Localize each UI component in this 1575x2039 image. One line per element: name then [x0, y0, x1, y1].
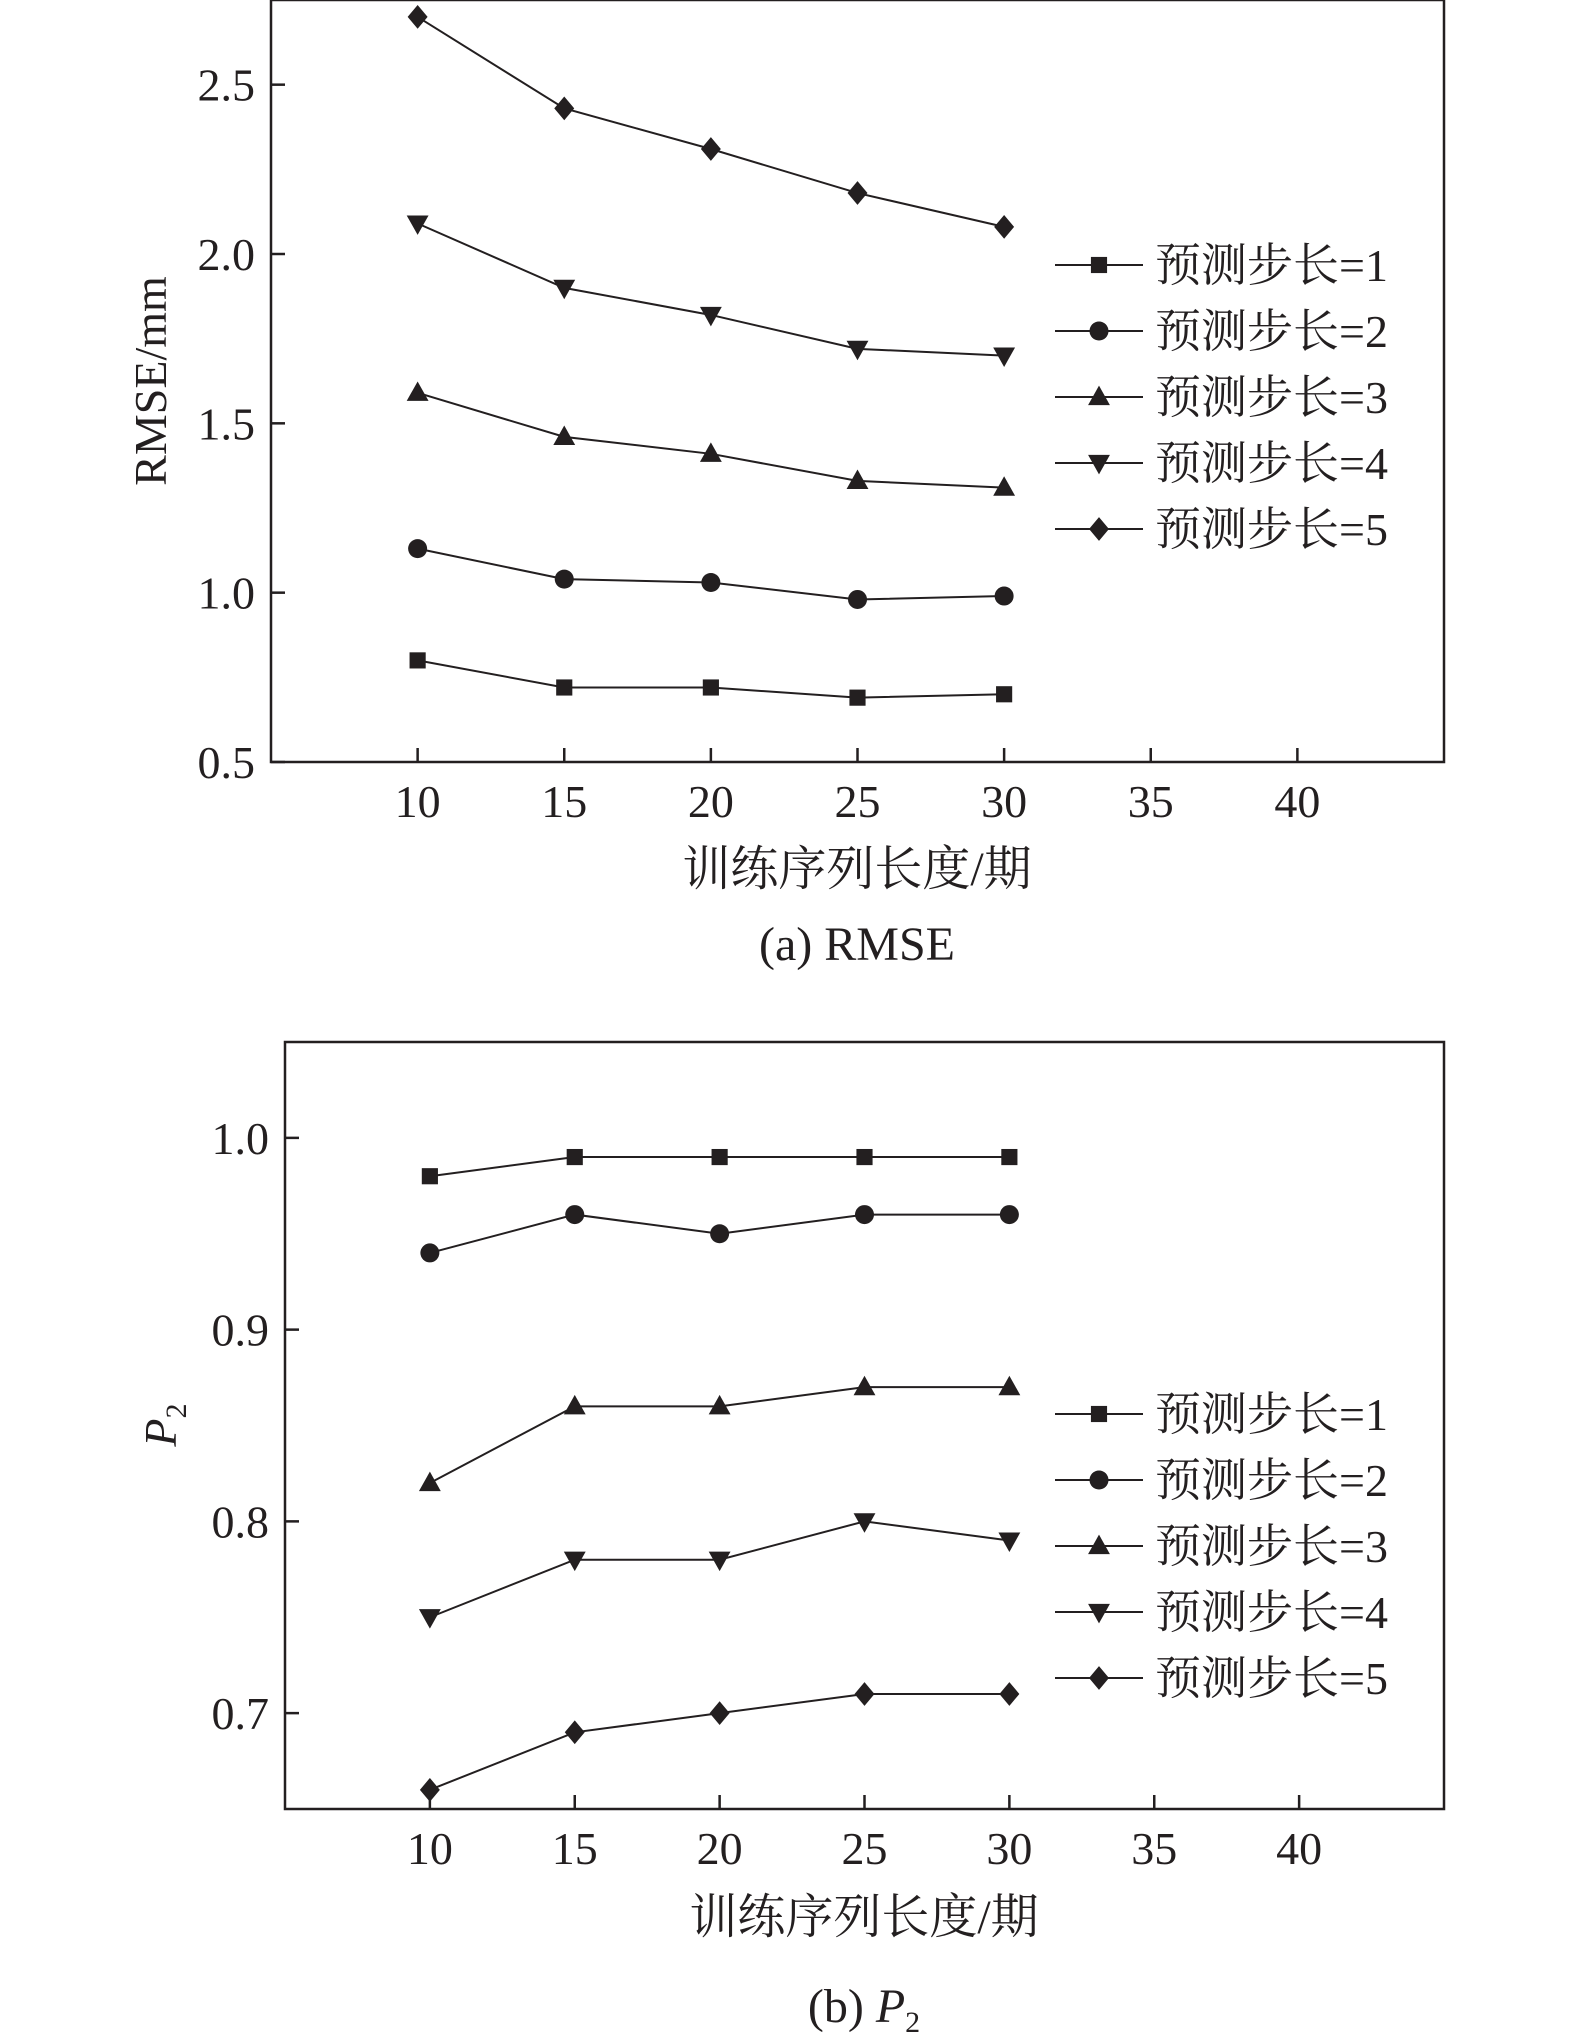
- caption-prefix: (b): [807, 1980, 876, 2033]
- x-axis-label: 训练序列长度/期: [689, 1891, 1039, 1944]
- chart-caption: [808, 1980, 920, 2039]
- legend-label-5: 预测步长=5: [1155, 504, 1388, 555]
- data-point-s3-2: [564, 1395, 586, 1414]
- y-tick-label: 1.0: [211, 1112, 269, 1164]
- y-axis-label: [135, 1403, 193, 1447]
- y-tick-label: 1.0: [197, 567, 255, 619]
- data-point-s1-5: [1001, 1149, 1017, 1165]
- data-point-s2-3: [710, 1224, 729, 1243]
- x-tick-label: 40: [1274, 776, 1321, 827]
- legend-label-2: 预测步长=2: [1155, 1455, 1388, 1506]
- data-point-s1-5: [996, 686, 1012, 702]
- data-point-s5-3: [710, 1701, 730, 1725]
- legend-marker: [1091, 1406, 1107, 1422]
- data-point-s1-3: [712, 1149, 728, 1165]
- legend: [1055, 1389, 1388, 1704]
- data-point-s2-5: [1000, 1205, 1019, 1224]
- x-tick-label: 20: [687, 776, 734, 827]
- legend-marker: [1088, 386, 1110, 405]
- data-point-s4-5: [998, 1532, 1020, 1551]
- data-point-s3-1: [407, 381, 429, 400]
- y-tick-label: 1.5: [197, 398, 255, 450]
- legend-marker: [1091, 257, 1107, 273]
- legend-label-1: 预测步长=1: [1155, 1389, 1388, 1440]
- data-point-s1-3: [703, 679, 719, 695]
- y-tick-label: 0.9: [211, 1304, 269, 1356]
- data-point-s4-4: [847, 341, 869, 360]
- legend-label-2: 预测步长=2: [1155, 306, 1388, 357]
- series-line-3: [418, 393, 1005, 488]
- legend-label-1: 预测步长=1: [1155, 240, 1388, 291]
- data-point-s2-2: [555, 570, 574, 589]
- data-point-s5-4: [855, 1682, 875, 1706]
- data-point-s2-3: [701, 573, 720, 592]
- caption-var: P: [875, 1980, 906, 2033]
- data-point-s4-5: [993, 348, 1015, 367]
- x-axis-label: 训练序列长度/期: [682, 843, 1032, 896]
- x-tick-label: 15: [541, 776, 588, 827]
- y-axis-label-sub: 2: [160, 1403, 193, 1419]
- x-tick-label: 40: [1276, 1823, 1323, 1874]
- x-tick-label: 35: [1127, 776, 1174, 827]
- legend-label-3: 预测步长=3: [1155, 372, 1388, 423]
- data-point-s2-1: [420, 1243, 439, 1262]
- data-point-s1-1: [422, 1168, 438, 1184]
- data-point-s5-5: [999, 1682, 1019, 1706]
- y-axis-label-var: P: [135, 1418, 186, 1447]
- legend-marker: [1090, 1471, 1109, 1490]
- data-point-s3-1: [419, 1472, 441, 1491]
- data-point-s1-1: [410, 652, 426, 668]
- x-tick-label: 35: [1131, 1823, 1178, 1874]
- series-group: [419, 1149, 1020, 1802]
- legend-marker: [1089, 1666, 1109, 1690]
- data-point-s2-2: [565, 1205, 584, 1224]
- y-tick-label: 0.7: [211, 1688, 269, 1740]
- data-point-s3-5: [998, 1376, 1020, 1395]
- chart-p2: [135, 1042, 1444, 2039]
- data-point-s2-5: [995, 587, 1014, 606]
- data-point-s1-4: [856, 1149, 872, 1165]
- x-tick-label: 30: [986, 1823, 1033, 1874]
- data-point-s2-4: [855, 1205, 874, 1224]
- caption-sub: 2: [905, 2006, 921, 2039]
- legend-label-5: 预测步长=5: [1155, 1653, 1388, 1704]
- data-point-s5-2: [565, 1720, 585, 1744]
- legend-marker: [1088, 455, 1110, 474]
- chart-rmse: [125, 0, 1444, 971]
- y-axis-label: RMSE/mm: [125, 276, 176, 486]
- data-point-s1-4: [849, 690, 865, 706]
- y-tick-label: 0.5: [197, 737, 255, 788]
- series-line-5: [418, 17, 1005, 227]
- legend-marker: [1089, 517, 1109, 541]
- legend: [1055, 240, 1388, 555]
- x-tick-label: 10: [394, 776, 441, 827]
- data-point-s4-1: [419, 1609, 441, 1628]
- data-point-s3-5: [993, 476, 1015, 495]
- data-point-s5-3: [701, 137, 721, 161]
- x-tick-label: 20: [696, 1823, 743, 1874]
- data-point-s5-5: [994, 215, 1014, 239]
- legend-label-3: 预测步长=3: [1155, 1521, 1388, 1572]
- data-point-s5-1: [420, 1778, 440, 1802]
- data-point-s4-3: [709, 1552, 731, 1571]
- legend-label-4: 预测步长=4: [1155, 1587, 1388, 1638]
- x-tick-label: 15: [551, 1823, 598, 1874]
- data-point-s5-4: [848, 181, 868, 205]
- x-tick-label: 10: [406, 1823, 453, 1874]
- data-point-s1-2: [556, 679, 572, 695]
- legend-marker: [1088, 1535, 1110, 1554]
- data-point-s2-4: [848, 590, 867, 609]
- tick-group: [198, 60, 1321, 827]
- legend-label-4: 预测步长=4: [1155, 438, 1388, 489]
- data-point-s4-2: [564, 1552, 586, 1571]
- x-tick-label: 25: [841, 1823, 888, 1874]
- series-group: [407, 5, 1015, 706]
- legend-marker: [1090, 322, 1109, 341]
- series-line-4: [418, 224, 1005, 356]
- legend-marker: [1088, 1604, 1110, 1623]
- data-point-s5-1: [408, 5, 428, 29]
- data-point-s5-2: [554, 96, 574, 120]
- y-tick-label: 0.8: [211, 1496, 269, 1548]
- data-point-s3-4: [854, 1376, 876, 1395]
- data-point-s4-1: [407, 215, 429, 234]
- y-tick-label: 2.5: [197, 59, 255, 111]
- x-tick-label: 30: [981, 776, 1028, 827]
- y-tick-label: 2.0: [197, 229, 255, 280]
- chart-caption: (a) RMSE: [759, 918, 955, 971]
- x-tick-label: 25: [834, 776, 881, 827]
- data-point-s2-1: [408, 539, 427, 558]
- data-point-s1-2: [567, 1149, 583, 1165]
